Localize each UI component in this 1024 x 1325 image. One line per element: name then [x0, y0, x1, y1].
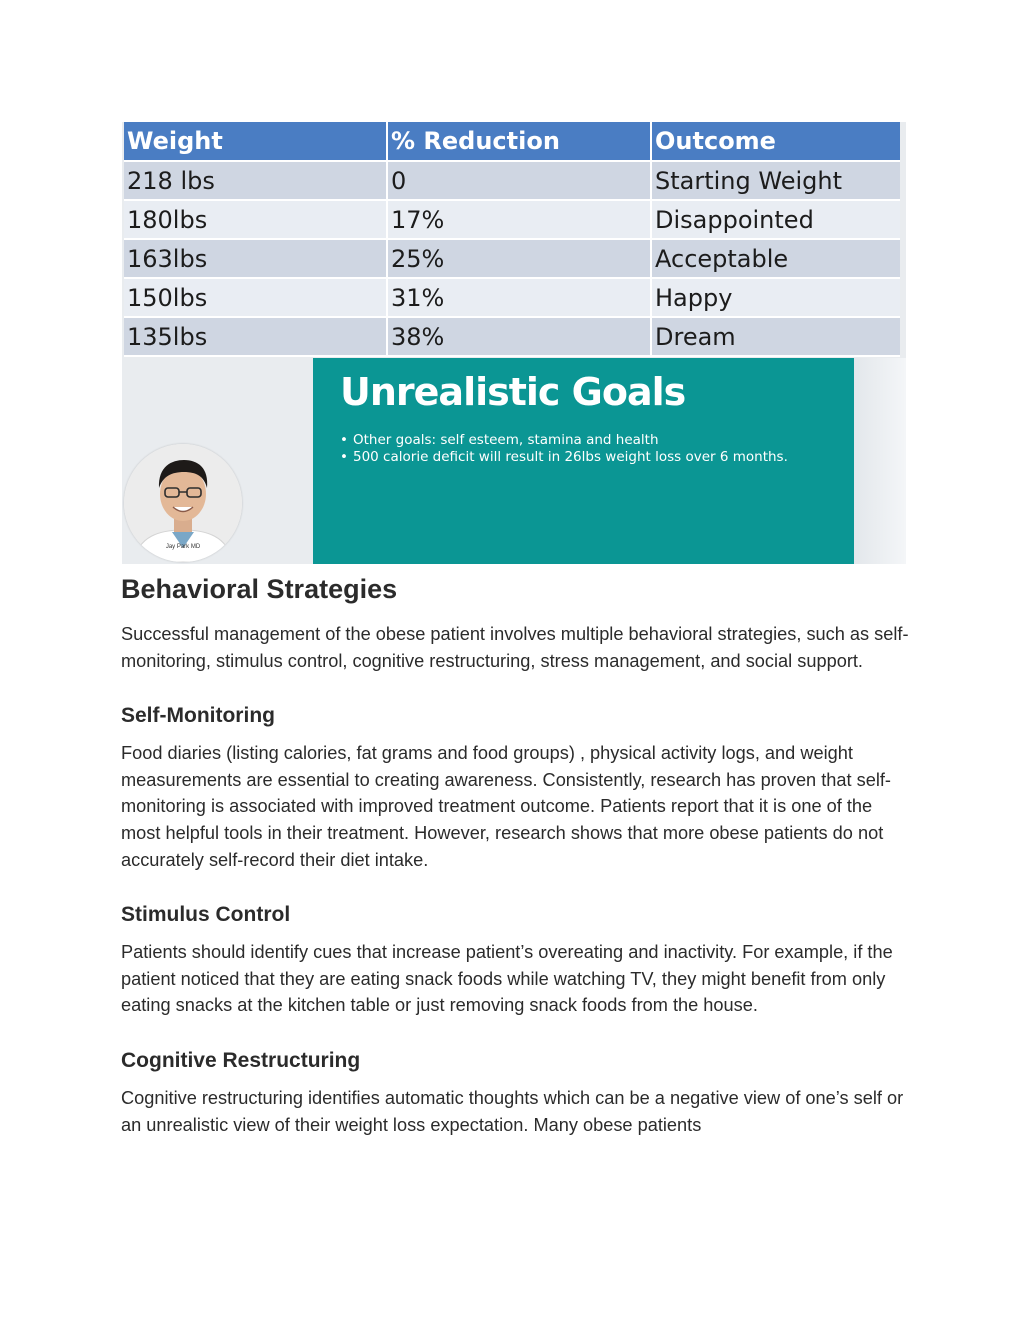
list-item: [340, 449, 788, 466]
weight-goals-table: [124, 122, 900, 357]
table-row: [124, 317, 900, 356]
goal-text: Other goals: self esteem, stamina and health: [353, 432, 659, 448]
table-cell: 25%: [387, 239, 651, 278]
table-header-row: [124, 122, 900, 161]
table-cell: 31%: [387, 278, 651, 317]
table-cell: Acceptable: [651, 239, 900, 278]
section-body-stimulus-control: Patients should identify cues that increase patient’s overeating and inactivity. For example, if the patient noticed that they are eating snack foods while watching TV, they might benefit from only eating snacks at the kitchen table or just removing snack foods from the house.: [121, 942, 893, 1016]
header-reduction: % Reduction: [387, 122, 651, 161]
table-cell: Happy: [651, 278, 900, 317]
table-cell: Disappointed: [651, 200, 900, 239]
table-cell: 135lbs: [124, 317, 387, 356]
section-heading-self-monitoring: Self-Monitoring: [121, 704, 275, 728]
bullet-icon: •: [340, 449, 348, 465]
goals-bullet-list: [340, 432, 788, 466]
intro-paragraph: Successful management of the obese patient involves multiple behavioral strategies, such as self-monitoring, stimulus control, cognitive restructuring, stress management, and social support.: [121, 624, 909, 671]
table-cell: 180lbs: [124, 200, 387, 239]
section-body-self-monitoring: Food diaries (listing calories, fat grams and food groups) , physical activity logs, and weight measurements are essential to creating awareness. Consistently, research has proven that self-monitoring is associated with improved treatment outcome. Patients report that it is one of the most helpful tools in their treatment. However, research shows that more obese patients do not accurately self-record their diet intake.: [121, 743, 891, 870]
section-body-cognitive-restructuring: Cognitive restructuring identifies automatic thoughts which can be a negative view of one’s self or an unrealistic view of their weight loss expectation. Many obese patients: [121, 1087, 904, 1135]
goal-text: 500 calorie deficit will result in 26lbs weight loss over 6 months.: [353, 449, 788, 465]
section-heading-cognitive-restructuring: Cognitive Restructuring: [121, 1048, 361, 1072]
header-outcome: Outcome: [651, 122, 900, 161]
header-weight: Weight: [124, 122, 387, 161]
presenter-name: Jay Park MD: [165, 544, 201, 550]
table-cell: 218 lbs: [124, 161, 387, 200]
slide-screenshot: [122, 122, 906, 564]
table-cell: 150lbs: [124, 278, 387, 317]
section-heading-stimulus-control: Stimulus Control: [121, 903, 291, 927]
table-cell: Starting Weight: [651, 161, 900, 200]
goals-title: Unrealistic Goals: [340, 370, 686, 414]
table-row: [124, 278, 900, 317]
presenter-avatar: [124, 444, 242, 562]
article-body: [121, 572, 911, 1138]
bullet-icon: •: [340, 432, 348, 448]
table-cell: Dream: [651, 317, 900, 356]
table-cell: 38%: [387, 317, 651, 356]
table-cell: 17%: [387, 200, 651, 239]
table-row: [124, 239, 900, 278]
list-item: [340, 432, 788, 449]
slide-edge: [854, 358, 906, 564]
unrealistic-goals-slide: [313, 358, 854, 564]
table-row: [124, 200, 900, 239]
table-cell: 163lbs: [124, 239, 387, 278]
page-title: Behavioral Strategies: [121, 574, 398, 604]
table-row: [124, 161, 900, 200]
table-cell: 0: [387, 161, 651, 200]
